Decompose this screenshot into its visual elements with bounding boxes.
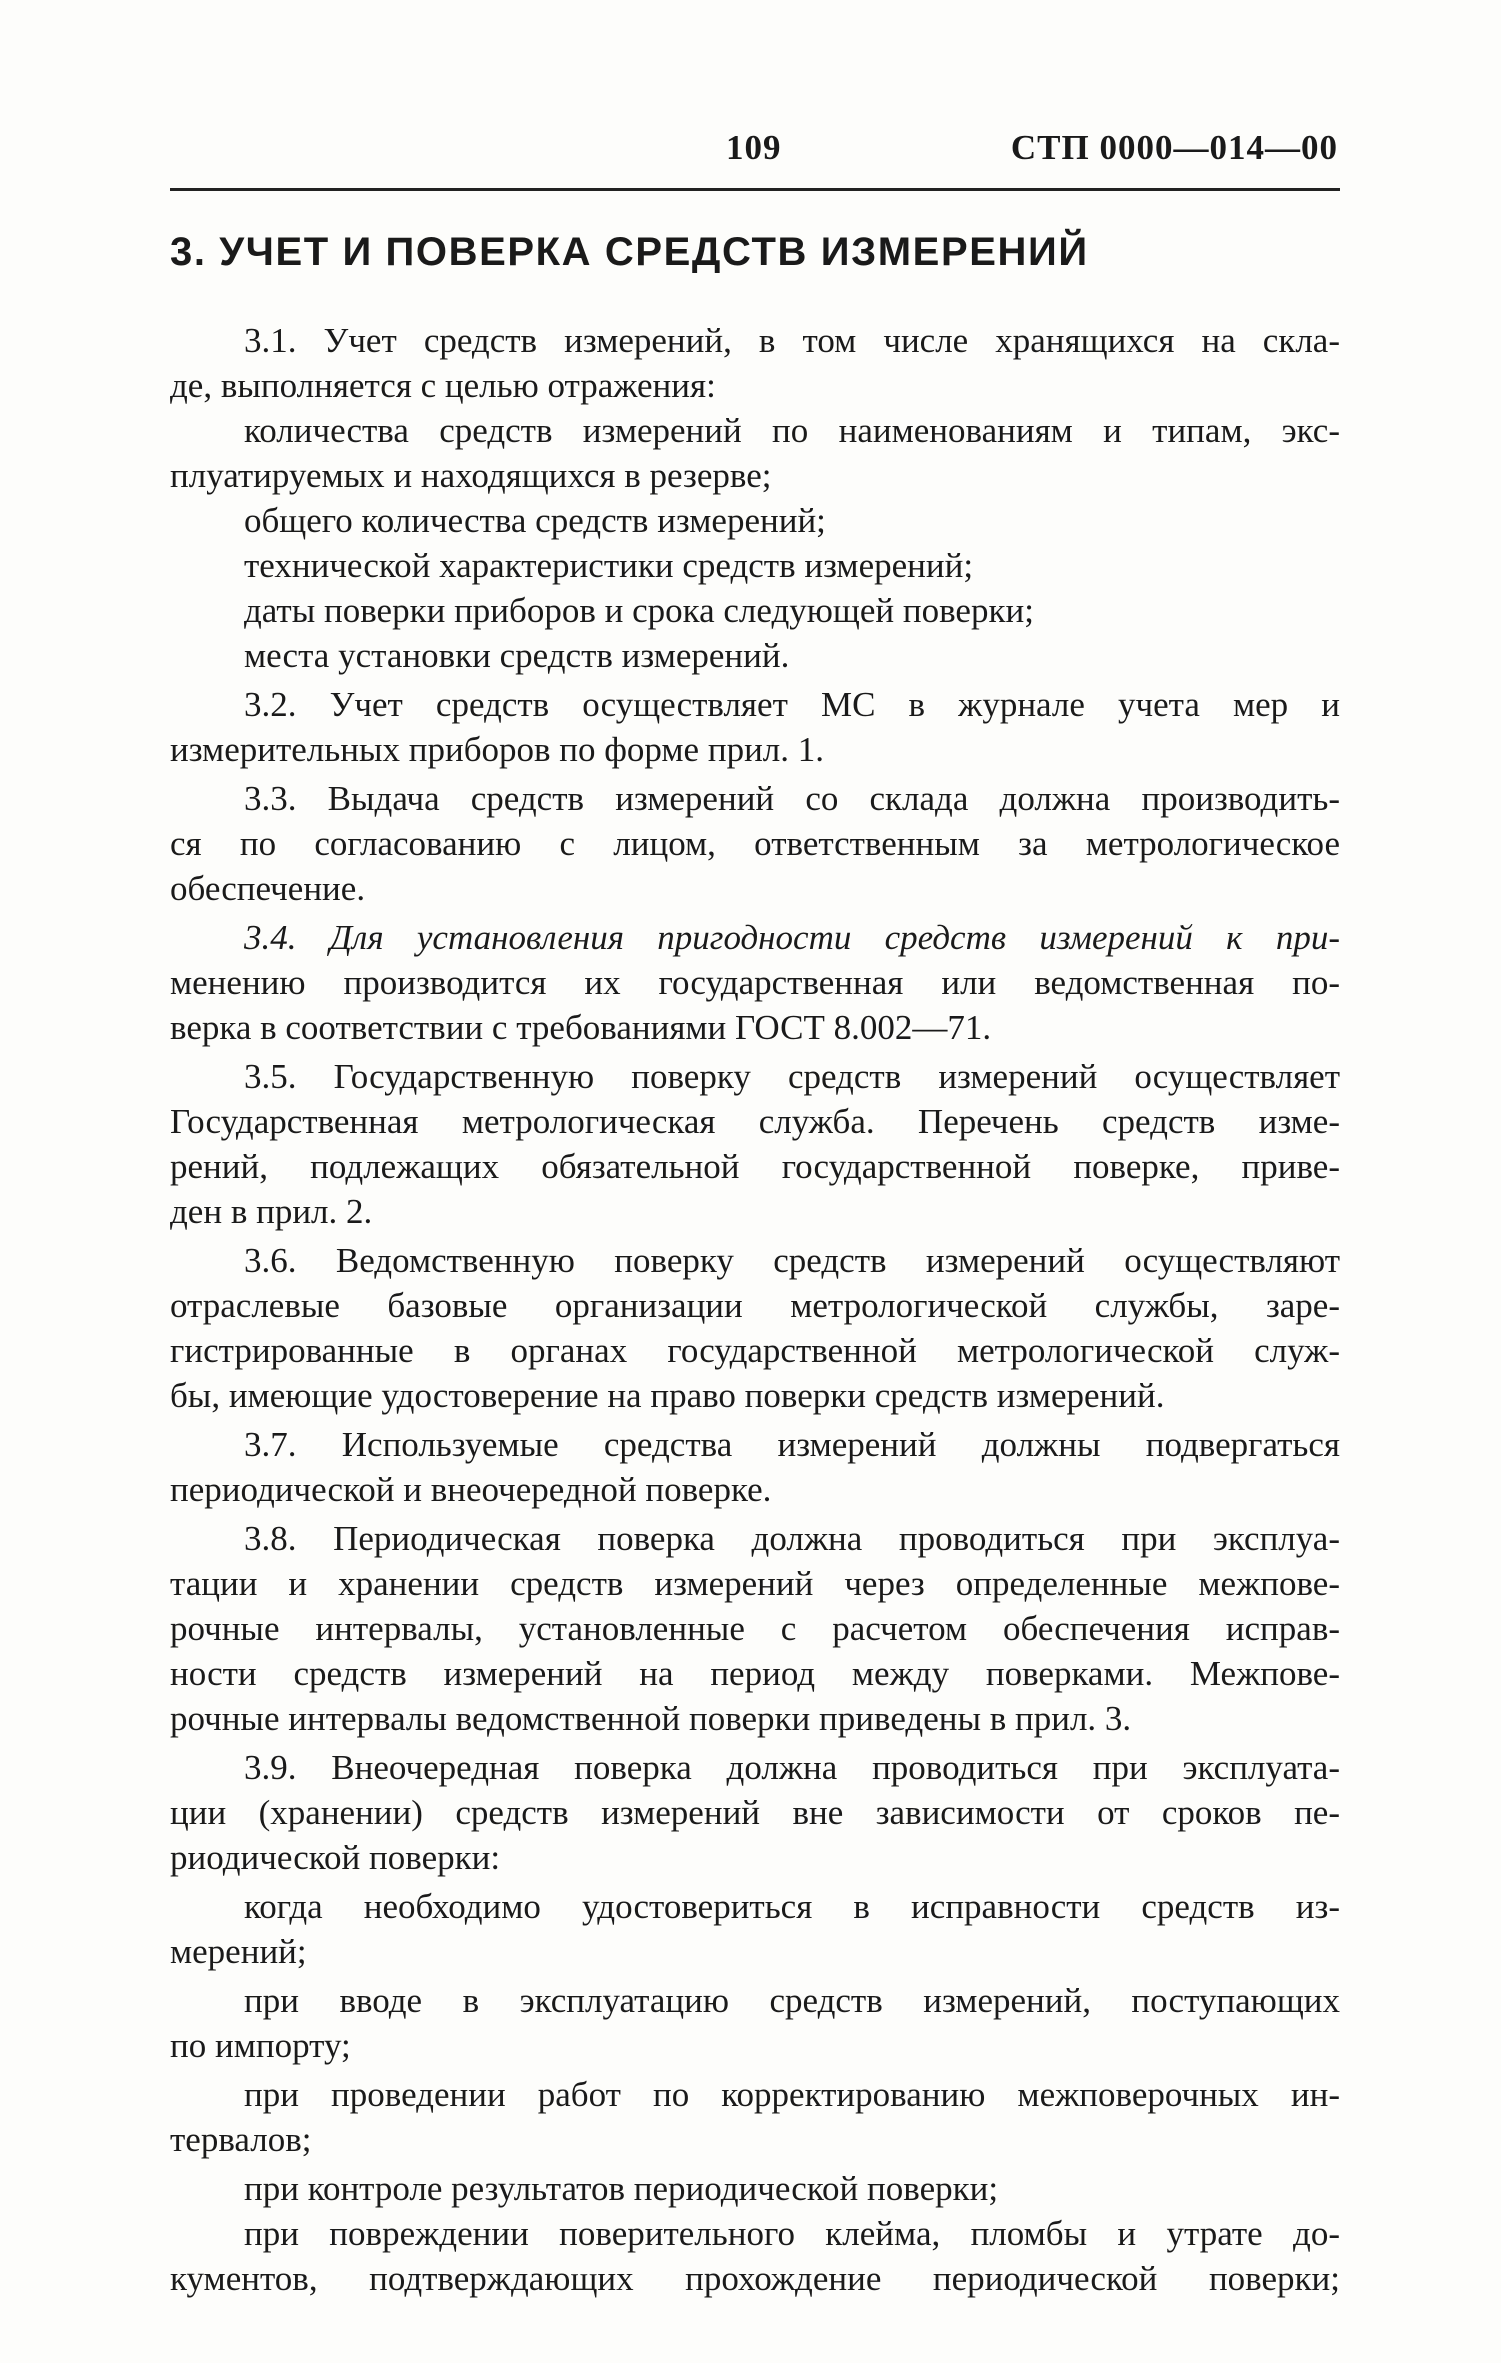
text-line: при вводе в эксплуатацию средств измерений, поступающих <box>244 1981 1340 2020</box>
text-line: 3.5. Государственную поверку средств измерений осуществляет <box>244 1057 1340 1096</box>
text-line: плуатируемых и находящихся в резерве; <box>170 456 772 495</box>
text-line: верка в соответствии с требованиями ГОСТ 8.002—71. <box>170 1008 992 1047</box>
text-line: тервалов; <box>170 2120 312 2159</box>
text-line: количества средств измерений по наименованиям и типам, экс- <box>244 411 1340 450</box>
text-line: 3.6. Ведомственную поверку средств измерений осуществляют <box>244 1241 1340 1280</box>
text-line: 3.4. Для установления пригодности средств измерений к при- <box>244 918 1340 957</box>
text-line: гистрированные в органах государственной метрологической служ- <box>170 1331 1340 1370</box>
text-line: по импорту; <box>170 2026 351 2065</box>
text-line: ся по согласованию с лицом, ответственным за метрологическое <box>170 824 1340 863</box>
document-body <box>170 318 1340 2301</box>
document-code: СТП 0000—014—00 <box>1010 128 1338 167</box>
text-line: измерительных приборов по форме прил. 1. <box>170 730 825 769</box>
text-line: общего количества средств измерений; <box>244 501 826 540</box>
text-line: при контроле результатов периодической поверки; <box>244 2169 999 2208</box>
text-line: ции (хранении) средств измерений вне зависимости от сроков пе- <box>170 1793 1340 1832</box>
text-line: рочные интервалы ведомственной поверки приведены в прил. 3. <box>170 1699 1132 1738</box>
text-line: 3.2. Учет средств осуществляет МС в журнале учета мер и <box>244 685 1340 724</box>
text-line: технической характеристики средств измерений; <box>244 546 974 585</box>
text-line: даты поверки приборов и срока следующей поверки; <box>244 591 1034 630</box>
text-line: 3.9. Внеочередная поверка должна проводиться при эксплуата- <box>244 1748 1340 1787</box>
text-line: 3.7. Используемые средства измерений должны подвергаться <box>244 1425 1340 1464</box>
text-line: места установки средств измерений. <box>244 636 790 675</box>
text-line: ден в прил. 2. <box>170 1192 373 1231</box>
text-line: обеспечение. <box>170 869 366 908</box>
text-line: 3.1. Учет средств измерений, в том числе хранящихся на скла- <box>244 321 1340 360</box>
text-line: де, выполняется с целью отражения: <box>170 366 716 405</box>
text-line: кументов, подтверждающих прохождение периодической поверки; <box>170 2259 1340 2298</box>
text-line: периодической и внеочередной поверке. <box>170 1470 772 1509</box>
text-line: при проведении работ по корректированию межповерочных ин- <box>244 2075 1340 2114</box>
text-line: 3.3. Выдача средств измерений со склада должна производить- <box>244 779 1340 818</box>
text-line: рений, подлежащих обязательной государственной поверке, приве- <box>170 1147 1340 1186</box>
text-line: отраслевые базовые организации метрологической службы, заре- <box>170 1286 1340 1325</box>
text-line: ности средств измерений на период между поверками. Межпове- <box>170 1654 1340 1693</box>
text-line: мерений; <box>170 1932 307 1971</box>
text-line: 3.8. Периодическая поверка должна проводиться при эксплуа- <box>244 1519 1340 1558</box>
text-line: бы, имеющие удостоверение на право поверки средств измерений. <box>170 1376 1165 1415</box>
text-line: когда необходимо удостовериться в исправности средств из- <box>244 1887 1340 1926</box>
text-line: менению производится их государственная или ведомственная по- <box>170 963 1340 1002</box>
page-number: 109 <box>726 128 782 167</box>
header-rule <box>170 188 1340 191</box>
text-line: риодической поверки: <box>170 1838 501 1877</box>
page-header <box>230 128 1338 190</box>
text-line: рочные интервалы, установленные с расчетом обеспечения исправ- <box>170 1609 1340 1648</box>
text-line: Государственная метрологическая служба. Перечень средств изме- <box>170 1102 1340 1141</box>
section-title: 3. УЧЕТ И ПОВЕРКА СРЕДСТВ ИЗМЕРЕНИЙ <box>170 230 1089 274</box>
text-line: тации и хранении средств измерений через определенные межпове- <box>170 1564 1340 1603</box>
text-line: при повреждении поверительного клейма, пломбы и утрате до- <box>244 2214 1340 2253</box>
